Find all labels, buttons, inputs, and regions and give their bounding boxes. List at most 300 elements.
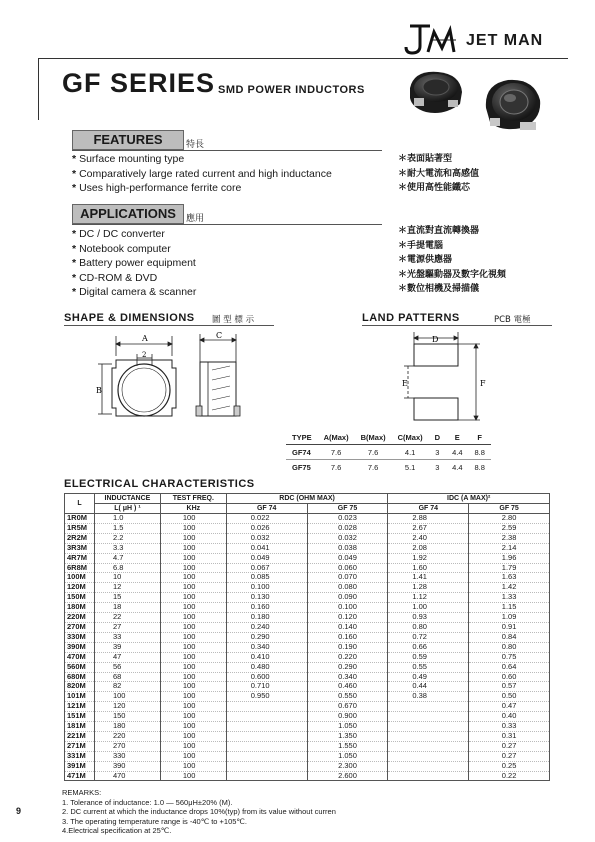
cell bbox=[388, 761, 469, 771]
cell: 1.350 bbox=[307, 731, 388, 741]
table-header-row bbox=[65, 494, 550, 504]
cell: 2.59 bbox=[469, 523, 550, 533]
features-label-cn: 特長 bbox=[186, 140, 205, 150]
cell: 2.40 bbox=[388, 533, 469, 543]
cell: 82 bbox=[94, 682, 160, 692]
cell: 100 bbox=[160, 632, 226, 642]
cell: 1.79 bbox=[469, 563, 550, 573]
table-header-row bbox=[65, 504, 550, 514]
shape-heading: SHAPE & DIMENSIONS bbox=[64, 312, 195, 324]
cell: 5.1 bbox=[404, 462, 416, 472]
electrical-title: ELECTRICAL CHARACTERISTICS bbox=[64, 478, 255, 490]
cell: 101M bbox=[65, 692, 95, 702]
cell: 0.40 bbox=[469, 712, 550, 722]
cell: 0.410 bbox=[226, 652, 307, 662]
cell: 100 bbox=[160, 672, 226, 682]
cell: 0.49 bbox=[388, 672, 469, 682]
cell: 12 bbox=[94, 583, 160, 593]
cell: 0.022 bbox=[226, 514, 307, 524]
cell: 7.6 bbox=[318, 445, 355, 460]
table-row bbox=[65, 702, 550, 712]
cell: 0.090 bbox=[307, 593, 388, 603]
cell: 331M bbox=[65, 751, 95, 761]
remarks-heading: REMARKS: bbox=[62, 788, 102, 797]
cell: 68 bbox=[94, 672, 160, 682]
shape-divider bbox=[64, 325, 274, 326]
cell: 0.550 bbox=[307, 692, 388, 702]
cell: 100 bbox=[160, 731, 226, 741]
dim-label-2: 2 bbox=[142, 351, 147, 359]
cell: 15 bbox=[94, 593, 160, 603]
col-rdc-gf75: GF 75 bbox=[307, 504, 388, 514]
table-row bbox=[65, 771, 550, 781]
cell: 0.84 bbox=[469, 632, 550, 642]
cell: 271M bbox=[65, 741, 95, 751]
cell: 7.6 bbox=[330, 462, 342, 472]
cell: 27 bbox=[94, 622, 160, 632]
cell: 470M bbox=[65, 652, 95, 662]
cell: 1.0 bbox=[94, 514, 160, 524]
cell: 0.032 bbox=[226, 533, 307, 543]
cell: 3R3M bbox=[65, 543, 95, 553]
cell: 471M bbox=[65, 771, 95, 781]
table-row bbox=[65, 583, 550, 593]
cell: 22 bbox=[94, 613, 160, 623]
inductor-photos-image bbox=[404, 68, 554, 138]
land-drawing bbox=[390, 330, 500, 430]
list-item: * Comparatively large rated current and high inductance bbox=[72, 167, 332, 180]
cell: 0.950 bbox=[226, 692, 307, 702]
col-c: C(Max) bbox=[392, 430, 429, 445]
cell: 0.59 bbox=[388, 652, 469, 662]
cell: 100 bbox=[160, 593, 226, 603]
cell: 180M bbox=[65, 603, 95, 613]
table-row bbox=[65, 761, 550, 771]
cell: 100 bbox=[160, 523, 226, 533]
cell: 2.38 bbox=[469, 533, 550, 543]
cell: 0.100 bbox=[307, 603, 388, 613]
cell: 2.14 bbox=[469, 543, 550, 553]
cell: 1.050 bbox=[307, 751, 388, 761]
cell: 3 bbox=[435, 462, 440, 472]
cell: 4R7M bbox=[65, 553, 95, 563]
cell: 0.80 bbox=[469, 642, 550, 652]
cell: 0.710 bbox=[226, 682, 307, 692]
cell: 0.670 bbox=[307, 702, 388, 712]
cell: 0.032 bbox=[307, 533, 388, 543]
cell: 0.44 bbox=[388, 682, 469, 692]
cell: 120 bbox=[94, 702, 160, 712]
cell: 100 bbox=[160, 751, 226, 761]
cell: 1.5 bbox=[94, 523, 160, 533]
cell: 0.130 bbox=[226, 593, 307, 603]
table-row bbox=[286, 460, 491, 475]
cell: 150M bbox=[65, 593, 95, 603]
table-row bbox=[65, 662, 550, 672]
shape-heading-cn: 圖 型 標 示 bbox=[212, 315, 255, 325]
land-label-d: D bbox=[432, 335, 439, 344]
cell bbox=[388, 722, 469, 732]
features-list bbox=[72, 152, 332, 196]
cell bbox=[226, 731, 307, 741]
cell: 8.8 bbox=[469, 445, 491, 460]
cell: 7.6 bbox=[367, 462, 379, 472]
cell: 0.340 bbox=[307, 672, 388, 682]
table-row bbox=[65, 603, 550, 613]
land-label-e: E bbox=[402, 379, 408, 388]
cell: 0.27 bbox=[469, 751, 550, 761]
cell: 1.60 bbox=[388, 563, 469, 573]
cell: 270 bbox=[94, 741, 160, 751]
table-row bbox=[65, 533, 550, 543]
list-item: * DC / DC converter bbox=[72, 228, 165, 240]
cell bbox=[226, 702, 307, 712]
cell: 100 bbox=[160, 563, 226, 573]
dimensions-table bbox=[286, 430, 491, 474]
list-item-cn: ＊耐大電流和高感值 bbox=[398, 168, 480, 179]
cell: 0.067 bbox=[226, 563, 307, 573]
cell: 100 bbox=[160, 553, 226, 563]
cell: 1.41 bbox=[388, 573, 469, 583]
table-row bbox=[65, 593, 550, 603]
cell: 100 bbox=[160, 613, 226, 623]
cell: 390 bbox=[94, 761, 160, 771]
cell: 100 bbox=[160, 642, 226, 652]
cell: 0.190 bbox=[307, 642, 388, 652]
cell bbox=[388, 751, 469, 761]
cell: 680M bbox=[65, 672, 95, 682]
features-divider bbox=[72, 150, 382, 151]
col-inductance: INDUCTANCE bbox=[94, 494, 160, 504]
cell: 4.7 bbox=[94, 553, 160, 563]
cell: 2.08 bbox=[388, 543, 469, 553]
table-row bbox=[65, 692, 550, 702]
cell: 1.92 bbox=[388, 553, 469, 563]
col-idc-gf75: GF 75 bbox=[469, 504, 550, 514]
list-item-cn: ＊使用高性能鐵芯 bbox=[398, 183, 471, 193]
cell: 100 bbox=[160, 722, 226, 732]
page-number: 9 bbox=[16, 806, 22, 816]
table-row bbox=[65, 573, 550, 583]
col-rdc: RDC (OHM MAX) bbox=[226, 494, 388, 504]
table-row bbox=[65, 622, 550, 632]
cell: 100 bbox=[160, 652, 226, 662]
list-item-cn: ＊手提電腦 bbox=[398, 240, 444, 251]
cell: 100 bbox=[160, 573, 226, 583]
cell: 1.15 bbox=[469, 603, 550, 613]
col-b: B(Max) bbox=[355, 430, 392, 445]
col-a: A(Max) bbox=[318, 430, 355, 445]
cell: 2.67 bbox=[388, 523, 469, 533]
table-row bbox=[286, 445, 491, 460]
cell bbox=[388, 731, 469, 741]
cell: 151M bbox=[65, 712, 95, 722]
cell: 1.00 bbox=[388, 603, 469, 613]
cell: 1.33 bbox=[469, 593, 550, 603]
cell: 100 bbox=[160, 712, 226, 722]
applications-divider bbox=[72, 224, 382, 225]
cell: GF74 bbox=[286, 445, 318, 460]
applications-label: APPLICATIONS bbox=[72, 204, 184, 224]
cell: 560M bbox=[65, 662, 95, 672]
cell: 0.070 bbox=[307, 573, 388, 583]
cell: 0.290 bbox=[307, 662, 388, 672]
cell: 1.63 bbox=[469, 573, 550, 583]
applications-list-cn bbox=[398, 224, 506, 297]
cell: 6.8 bbox=[94, 563, 160, 573]
cell: 0.91 bbox=[469, 622, 550, 632]
cell: 391M bbox=[65, 761, 95, 771]
table-row bbox=[65, 613, 550, 623]
cell: 2.300 bbox=[307, 761, 388, 771]
land-heading: LAND PATTERNS bbox=[362, 312, 460, 324]
cell: 0.240 bbox=[226, 622, 307, 632]
col-freq: TEST FREQ. bbox=[160, 494, 226, 504]
cell: 3.3 bbox=[94, 543, 160, 553]
col-idc-gf74: GF 74 bbox=[388, 504, 469, 514]
cell: 100 bbox=[160, 603, 226, 613]
table-row bbox=[65, 672, 550, 682]
cell: 100 bbox=[160, 692, 226, 702]
cell: 0.900 bbox=[307, 712, 388, 722]
brand-name: JET MAN bbox=[466, 32, 544, 49]
cell: 0.72 bbox=[388, 632, 469, 642]
applications-label-cn: 應用 bbox=[186, 214, 205, 224]
cell: 18 bbox=[94, 603, 160, 613]
cell: 2.2 bbox=[94, 533, 160, 543]
cell: 3 bbox=[429, 445, 446, 460]
remark-item: 3. The operating temperature range is -40℃ to +105℃. bbox=[62, 816, 247, 826]
cell: 0.57 bbox=[469, 682, 550, 692]
cell bbox=[388, 771, 469, 781]
table-row bbox=[65, 751, 550, 761]
table-row bbox=[65, 682, 550, 692]
cell: 100 bbox=[94, 692, 160, 702]
cell: 330M bbox=[65, 632, 95, 642]
cell: 100 bbox=[160, 702, 226, 712]
list-item-cn: ＊電源供應器 bbox=[398, 255, 453, 265]
cell: 0.049 bbox=[226, 553, 307, 563]
cell: 0.080 bbox=[307, 583, 388, 593]
dim-label-a: A bbox=[142, 334, 148, 343]
cell: 0.47 bbox=[469, 702, 550, 712]
header-rule-left bbox=[38, 58, 39, 120]
dim-label-b: B bbox=[96, 386, 102, 395]
cell: 100M bbox=[65, 573, 95, 583]
features-label: FEATURES bbox=[72, 130, 184, 150]
cell: 1.28 bbox=[388, 583, 469, 593]
cell: 0.38 bbox=[388, 692, 469, 702]
cell: 0.140 bbox=[307, 622, 388, 632]
cell: 100 bbox=[160, 622, 226, 632]
cell: 0.100 bbox=[226, 583, 307, 593]
jetman-logo-icon bbox=[404, 22, 462, 56]
cell: 100 bbox=[160, 682, 226, 692]
cell: 100 bbox=[160, 662, 226, 672]
cell: 0.180 bbox=[226, 613, 307, 623]
table-row bbox=[65, 523, 550, 533]
col-type: TYPE bbox=[286, 430, 318, 445]
cell: 100 bbox=[160, 543, 226, 553]
cell: 120M bbox=[65, 583, 95, 593]
cell: 0.22 bbox=[469, 771, 550, 781]
cell: 0.026 bbox=[226, 523, 307, 533]
cell: 220M bbox=[65, 613, 95, 623]
cell: 390M bbox=[65, 642, 95, 652]
list-item: * Surface mounting type bbox=[72, 153, 185, 165]
table-row bbox=[65, 642, 550, 652]
cell: 470 bbox=[94, 771, 160, 781]
cell: 0.93 bbox=[388, 613, 469, 623]
land-label-f: F bbox=[480, 379, 486, 388]
table-row bbox=[65, 553, 550, 563]
cell: 0.290 bbox=[226, 632, 307, 642]
cell: 6R8M bbox=[65, 563, 95, 573]
dim-label-c: C bbox=[216, 331, 223, 340]
cell: 0.480 bbox=[226, 662, 307, 672]
cell bbox=[226, 751, 307, 761]
cell: 4.1 bbox=[392, 445, 429, 460]
list-item-cn: ＊數位相機及掃描儀 bbox=[398, 284, 480, 294]
cell: 0.340 bbox=[226, 642, 307, 652]
cell: 0.80 bbox=[388, 622, 469, 632]
cell: 0.060 bbox=[307, 563, 388, 573]
cell bbox=[226, 722, 307, 732]
remark-item: 1. Tolerance of inductance: 1.0 — 560μH±20% (M). bbox=[62, 797, 233, 807]
table-row bbox=[65, 563, 550, 573]
cell: 100 bbox=[160, 514, 226, 524]
col-l: L bbox=[65, 494, 95, 514]
col-inductance-unit: L( μH ) ¹ bbox=[94, 504, 160, 514]
table-row bbox=[65, 514, 550, 524]
cell: 1R0M bbox=[65, 514, 95, 524]
land-heading-cn: PCB 電極 bbox=[494, 315, 531, 325]
cell: 330 bbox=[94, 751, 160, 761]
cell: 0.27 bbox=[469, 741, 550, 751]
table-row bbox=[65, 741, 550, 751]
cell bbox=[226, 712, 307, 722]
cell: 100 bbox=[160, 761, 226, 771]
cell: 0.64 bbox=[469, 662, 550, 672]
cell: 0.038 bbox=[307, 543, 388, 553]
cell: 100 bbox=[160, 533, 226, 543]
cell: 0.60 bbox=[469, 672, 550, 682]
cell: 4.4 bbox=[452, 462, 463, 472]
cell: 0.085 bbox=[226, 573, 307, 583]
cell: 1.96 bbox=[469, 553, 550, 563]
col-f: F bbox=[469, 430, 491, 445]
cell: 56 bbox=[94, 662, 160, 672]
features-list-cn bbox=[398, 152, 479, 196]
list-item-cn: ＊光盤驅動器及數字化視頻 bbox=[398, 269, 507, 280]
cell: 0.160 bbox=[226, 603, 307, 613]
cell: 0.049 bbox=[307, 553, 388, 563]
cell: 8.8 bbox=[474, 462, 485, 472]
table-row bbox=[65, 632, 550, 642]
cell: 2.80 bbox=[469, 514, 550, 524]
cell: 2R2M bbox=[65, 533, 95, 543]
cell: 100 bbox=[160, 583, 226, 593]
cell: 100 bbox=[160, 771, 226, 781]
cell: 33 bbox=[94, 632, 160, 642]
cell: 100 bbox=[160, 741, 226, 751]
shape-drawing bbox=[96, 330, 256, 430]
cell: 0.220 bbox=[307, 652, 388, 662]
cell: 0.33 bbox=[469, 722, 550, 732]
cell: 39 bbox=[94, 642, 160, 652]
table-row bbox=[65, 652, 550, 662]
cell: 1.42 bbox=[469, 583, 550, 593]
series-title: GF SERIES bbox=[62, 68, 216, 98]
cell: 0.023 bbox=[307, 514, 388, 524]
cell: 1.050 bbox=[307, 722, 388, 732]
table-row bbox=[65, 712, 550, 722]
remark-item: 2. DC current at which the inductance drops 10%(typ) from its value without curren bbox=[62, 807, 336, 817]
col-e: E bbox=[446, 430, 468, 445]
cell: 2.600 bbox=[307, 771, 388, 781]
cell: 10 bbox=[94, 573, 160, 583]
cell: 1.550 bbox=[307, 741, 388, 751]
cell: 180 bbox=[94, 722, 160, 732]
list-item: * Digital camera & scanner bbox=[72, 286, 197, 298]
cell bbox=[388, 702, 469, 712]
cell: 0.25 bbox=[469, 761, 550, 771]
col-idc: IDC (A MAX)² bbox=[388, 494, 550, 504]
cell: 121M bbox=[65, 702, 95, 712]
applications-list bbox=[72, 227, 196, 300]
land-divider bbox=[362, 325, 552, 326]
cell: 150 bbox=[94, 712, 160, 722]
cell: 0.120 bbox=[307, 613, 388, 623]
cell: 4.4 bbox=[446, 445, 468, 460]
header-rule bbox=[38, 58, 568, 59]
cell: GF75 bbox=[292, 462, 311, 472]
cell bbox=[226, 761, 307, 771]
list-item: * CD-ROM & DVD bbox=[72, 271, 158, 284]
cell: 820M bbox=[65, 682, 95, 692]
cell: 221M bbox=[65, 731, 95, 741]
cell: 0.460 bbox=[307, 682, 388, 692]
list-item-cn: ＊表面貼著型 bbox=[398, 154, 453, 164]
series-subtitle: SMD POWER INDUCTORS bbox=[218, 84, 365, 96]
cell: 47 bbox=[94, 652, 160, 662]
list-item-cn: ＊直流對直流轉換器 bbox=[398, 226, 480, 236]
cell bbox=[226, 741, 307, 751]
cell: 0.600 bbox=[226, 672, 307, 682]
remarks bbox=[62, 788, 336, 836]
cell: 0.66 bbox=[388, 642, 469, 652]
col-freq-unit: KHz bbox=[160, 504, 226, 514]
electrical-table bbox=[64, 493, 550, 781]
table-row bbox=[65, 731, 550, 741]
remark-item: 4.Electrical specification at 25℃. bbox=[62, 826, 172, 836]
cell: 220 bbox=[94, 731, 160, 741]
cell: 0.50 bbox=[469, 692, 550, 702]
table-row bbox=[65, 543, 550, 553]
cell: 0.55 bbox=[388, 662, 469, 672]
list-item: * Notebook computer bbox=[72, 242, 171, 255]
col-d: D bbox=[429, 430, 446, 445]
table-header-row bbox=[286, 430, 491, 445]
table-row bbox=[65, 722, 550, 732]
cell: 0.31 bbox=[469, 731, 550, 741]
cell: 7.6 bbox=[355, 445, 392, 460]
cell: 2.88 bbox=[388, 514, 469, 524]
cell bbox=[226, 771, 307, 781]
list-item: * Battery power equipment bbox=[72, 257, 196, 269]
col-rdc-gf74: GF 74 bbox=[226, 504, 307, 514]
cell bbox=[388, 712, 469, 722]
